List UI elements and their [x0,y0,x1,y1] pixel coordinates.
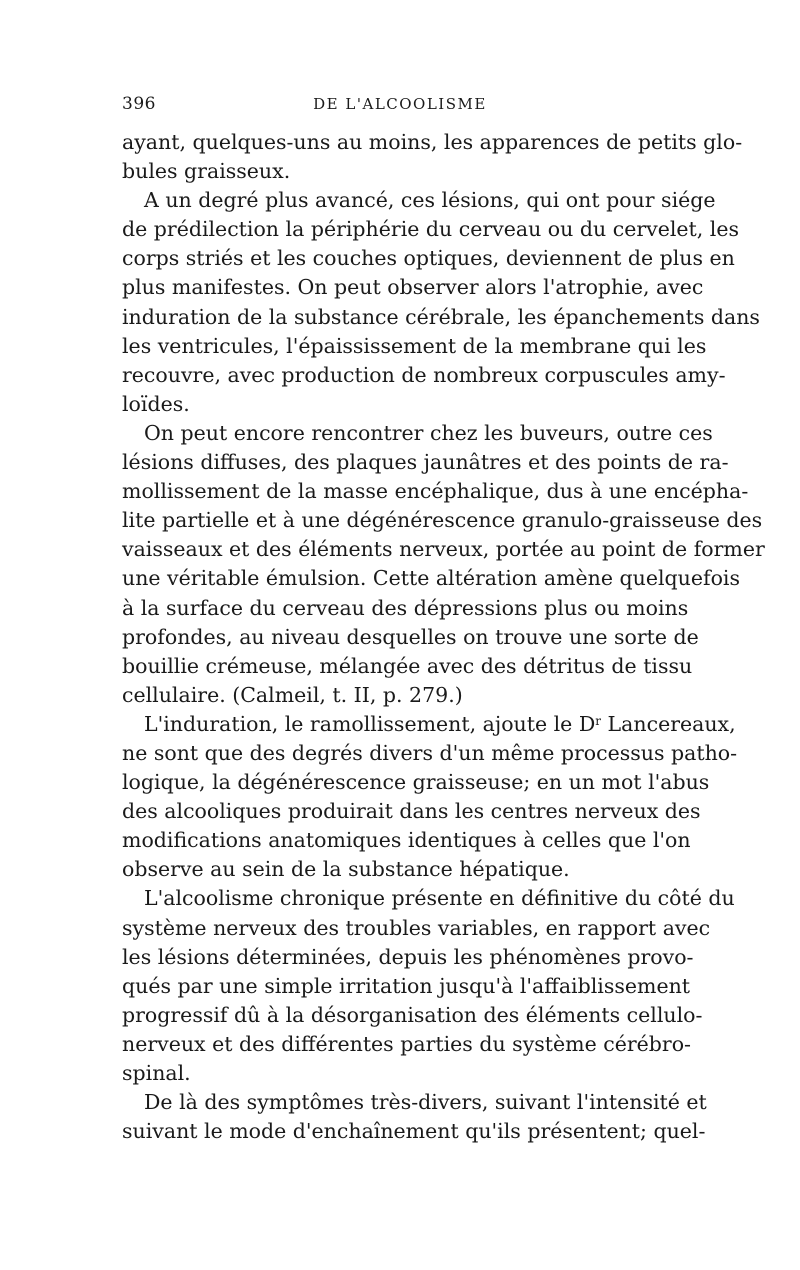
text-line: spinal. [122,1061,191,1085]
text-line: suivant le mode d'enchaînement qu'ils présentent; quel- [122,1119,706,1144]
text-line: progressif dû à la désorganisation des éléments cellulo- [122,1002,703,1027]
text-line: modifications anatomiques identiques à celles que l'on [122,828,691,853]
text-line: recouvre, avec production de nombreux corpuscules amy- [122,362,726,387]
text-line: ayant, quelques-uns au moins, les apparences de petits glo- [122,130,743,154]
text-line: les ventricules, l'épaississement de la membrane qui les [122,333,707,358]
text-line: qués par une simple irritation jusqu'à l'affaiblissement [122,973,691,998]
text-line: les lésions déterminées, depuis les phénomènes provo- [122,944,694,969]
text-line: bules graisseux. [122,159,291,184]
text-line: plus manifestes. On peut observer alors l'atrophie, avec [122,275,704,300]
text-line: vaisseaux et des éléments nerveux, portée au point de former [122,537,765,562]
text-line: logique, la dégénérescence graisseuse; en un mot l'abus [122,770,710,795]
text-line: A un degré plus avancé, ces lésions, qui ont pour siége [144,188,716,213]
text-line: On peut encore rencontrer chez les buveurs, outre ces [144,420,713,445]
paragraph-1 [122,128,743,186]
text-line: induration de la substance cérébrale, les épanchements dans [122,304,760,329]
text-line: L'alcoolisme chronique présente en définitive du côté du [144,886,735,911]
body-text [122,128,765,1146]
text-line: mollissement de la masse encéphalique, dus à une encépha- [122,479,749,504]
text-line: loïdes. [122,391,190,416]
paragraph-2 [122,186,760,419]
text-line: une véritable émulsion. Cette altération amène quelquefois [122,566,740,591]
text-line: nerveux et des différentes parties du système cérébro- [122,1031,691,1056]
text-line: à la surface du cerveau des dépressions plus ou moins [122,595,689,620]
text-line: cellulaire. (Calmeil, t. II, p. 279.) [122,682,463,707]
paragraph-5 [122,884,735,1088]
text-line: lésions diffuses, des plaques jaunâtres et des points de ra- [122,450,729,475]
text-line-start: L'induration, le ramollissement, ajoute le D [144,711,596,736]
running-head [122,94,678,118]
text-line: observe au sein de la substance hépatique. [122,857,570,882]
running-title: DE L'ALCOOLISME [313,95,487,113]
text-line: ne sont que des degrés divers d'un même processus patho- [122,740,738,765]
paragraph-4 [122,710,738,885]
text-line: lite partielle et à une dégénérescence granulo-graisseuse des [122,508,763,533]
text-line: bouillie crémeuse, mélangée avec des détritus de tissu [122,653,693,678]
text-line: corps striés et les couches optiques, deviennent de plus en [122,246,735,271]
text-line: De là des symptômes très-divers, suivant l'intensité et [144,1090,707,1115]
superscript: r [595,713,602,728]
text-line-end: Lancereaux, [601,711,736,736]
text-line: système nerveux des troubles variables, en rapport avec [122,915,711,940]
paragraph-6 [122,1088,707,1146]
text-line [122,710,736,739]
text-line: des alcooliques produirait dans les centres nerveux des [122,799,701,824]
page-number: 396 [122,94,156,114]
text-line: profondes, au niveau desquelles on trouve une sorte de [122,624,699,649]
paragraph-3 [122,419,765,710]
text-line: de prédilection la périphérie du cerveau ou du cervelet, les [122,217,740,242]
